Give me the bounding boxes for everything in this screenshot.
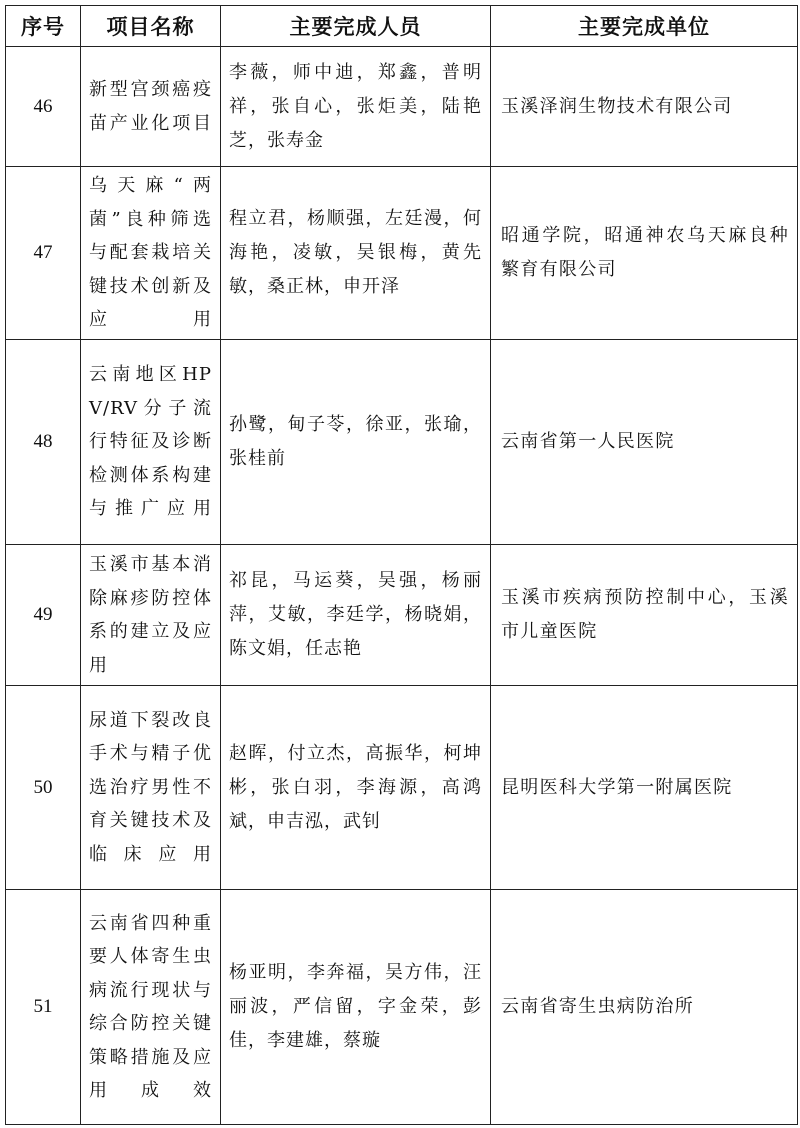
row-number: 47 <box>6 167 81 340</box>
table-row <box>6 545 798 686</box>
main-personnel: 李薇，师中迪，郑鑫，普明祥，张自心，张炬美，陆艳芝，张寿金 <box>221 47 491 167</box>
main-personnel: 孙鹭，甸子苓，徐亚，张瑜，张桂前 <box>221 340 491 545</box>
header-row <box>6 6 798 47</box>
main-personnel: 祁昆，马运葵，吴强，杨丽萍，艾敏，李廷学，杨晓娟，陈文娟，任志艳 <box>221 545 491 686</box>
table-row <box>6 167 798 340</box>
row-number: 49 <box>6 545 81 686</box>
header-name: 项目名称 <box>81 6 221 47</box>
row-number: 48 <box>6 340 81 545</box>
main-unit: 云南省第一人民医院 <box>491 340 798 545</box>
header-unit: 主要完成单位 <box>491 6 798 47</box>
project-name: 新型宫颈癌疫苗产业化项目 <box>81 47 221 167</box>
header-people: 主要完成人员 <box>221 6 491 47</box>
project-name: 尿道下裂改良手术与精子优选治疗男性不育关键技术及临床应用 <box>81 686 221 890</box>
main-personnel: 赵晖，付立杰，高振华，柯坤彬，张白羽，李海源，高鸿斌，申吉泓，武钊 <box>221 686 491 890</box>
main-unit: 玉溪市疾病预防控制中心，玉溪市儿童医院 <box>491 545 798 686</box>
table-row <box>6 340 798 545</box>
table-row <box>6 47 798 167</box>
main-unit: 玉溪泽润生物技术有限公司 <box>491 47 798 167</box>
row-number: 46 <box>6 47 81 167</box>
project-name: 云南地区HPV/RV分子流行特征及诊断检测体系构建与推广应用 <box>81 340 221 545</box>
header-no: 序号 <box>6 6 81 47</box>
main-unit: 昭通学院，昭通神农乌天麻良种繁育有限公司 <box>491 167 798 340</box>
award-table <box>5 5 798 1125</box>
main-unit: 昆明医科大学第一附属医院 <box>491 686 798 890</box>
project-name: 玉溪市基本消除麻疹防控体系的建立及应用 <box>81 545 221 686</box>
table-row <box>6 686 798 890</box>
project-name: 云南省四种重要人体寄生虫病流行现状与综合防控关键策略措施及应用成效 <box>81 890 221 1125</box>
main-personnel: 程立君，杨顺强，左廷漫，何海艳，凌敏，吴银梅，黄先敏，桑正林，申开泽 <box>221 167 491 340</box>
main-personnel: 杨亚明，李奔福，吴方伟，汪丽波，严信留，字金荣，彭佳，李建雄，蔡璇 <box>221 890 491 1125</box>
row-number: 50 <box>6 686 81 890</box>
main-unit: 云南省寄生虫病防治所 <box>491 890 798 1125</box>
row-number: 51 <box>6 890 81 1125</box>
table-row <box>6 890 798 1125</box>
project-name: 乌天麻“两菌”良种筛选与配套栽培关键技术创新及应用 <box>81 167 221 340</box>
